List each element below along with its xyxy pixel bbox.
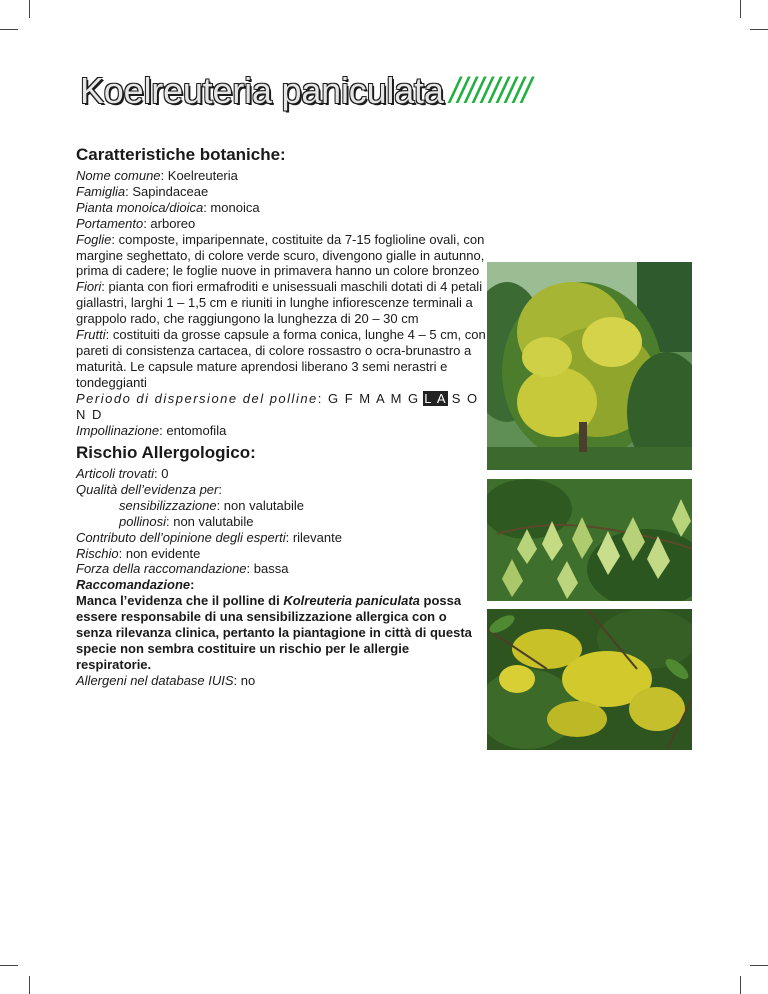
common-name-row: Nome comune: Koelreuteria (76, 168, 238, 183)
allergy-section (76, 443, 486, 689)
recommendation-strength-row: Forza della raccomandazione: bassa (76, 561, 289, 577)
pollination-row: Impollinazione: entomofila (76, 422, 227, 438)
crop-mark (0, 29, 18, 30)
habit-row: Portamento: arboreo (76, 215, 196, 231)
recommendation-text: Manca l’evidenza che il polline di Kolreuteria paniculata possa essere responsabile di una sensibilizzazione allergica con o senza rilevanza clinica, pertanto la piantagione in città di questa specie non sembra costituire un rischio per le allergie respiratorie. (76, 593, 472, 672)
capsules-photo (487, 479, 692, 601)
page-title (80, 70, 530, 112)
months-highlight: L A (424, 390, 448, 406)
allergy-heading: Rischio Allergologico: (76, 443, 256, 462)
flowers-row: Fiori: pianta con fiori ermafroditi e unisessuali maschili dotati di 4 petali giallastri, larghi 1 – 1,5 cm e riuniti in lunghe infiorescenze terminali a grappolo rado, che raggiungono la lunghezza di 20 – 30 cm (76, 279, 483, 327)
evidence-quality-row: Qualità dell’evidenza per: (76, 481, 222, 497)
articles-row: Articoli trovati: 0 (76, 466, 169, 481)
pollen-period-row: Periodo di dispersione del polline: G F M A M G L A S O N D (76, 390, 479, 422)
family-row: Famiglia: Sapindaceae (76, 183, 209, 199)
fruits-row: Frutti: costituiti da grosse capsule a forma conica, lunghe 4 – 5 cm, con pareti di consistenza cartacea, di colore rossastro o ocra-brunastro a maturità. Le capsule mature aprendosi liberano 3 semi nerastri e tondeggianti (76, 327, 486, 390)
tree-photo (487, 262, 692, 470)
flowers-photo (487, 609, 692, 750)
crop-mark (740, 0, 741, 18)
crop-mark (750, 965, 768, 966)
leaves-row: Foglie: composte, imparipennate, costituite da 7-15 foglioline ovali, con margine seghettato, di colore verde scuro, divengono gialle in autunno, prima di cadere; le foglie nuove in primavera hanno un colore bronzeo (76, 231, 485, 279)
pollinosis-row: pollinosi: non valutabile (119, 513, 254, 529)
title-slashes-decoration: ////////// (449, 70, 530, 111)
botanical-section (76, 145, 486, 438)
iuis-allergens-row: Allergeni nel database IUIS: no (76, 672, 256, 688)
species-title: Koelreuteria paniculata (80, 70, 444, 111)
months-after: S O N D (76, 390, 479, 422)
crop-mark (29, 0, 30, 18)
expert-opinion-row: Contributo dell’opinione degli esperti: rilevante (76, 529, 342, 545)
crop-mark (750, 29, 768, 30)
monoecious-row: Pianta monoica/dioica: monoica (76, 199, 260, 215)
botanical-heading: Caratteristiche botaniche: (76, 145, 286, 164)
crop-mark (740, 976, 741, 994)
sensitization-row: sensibilizzazione: non valutabile (119, 497, 305, 513)
risk-row: Rischio: non evidente (76, 545, 201, 561)
months-before: G F M A M G (328, 390, 420, 406)
crop-mark (0, 965, 18, 966)
crop-mark (29, 976, 30, 994)
recommendation-label-row: Raccomandazione: (76, 577, 195, 593)
